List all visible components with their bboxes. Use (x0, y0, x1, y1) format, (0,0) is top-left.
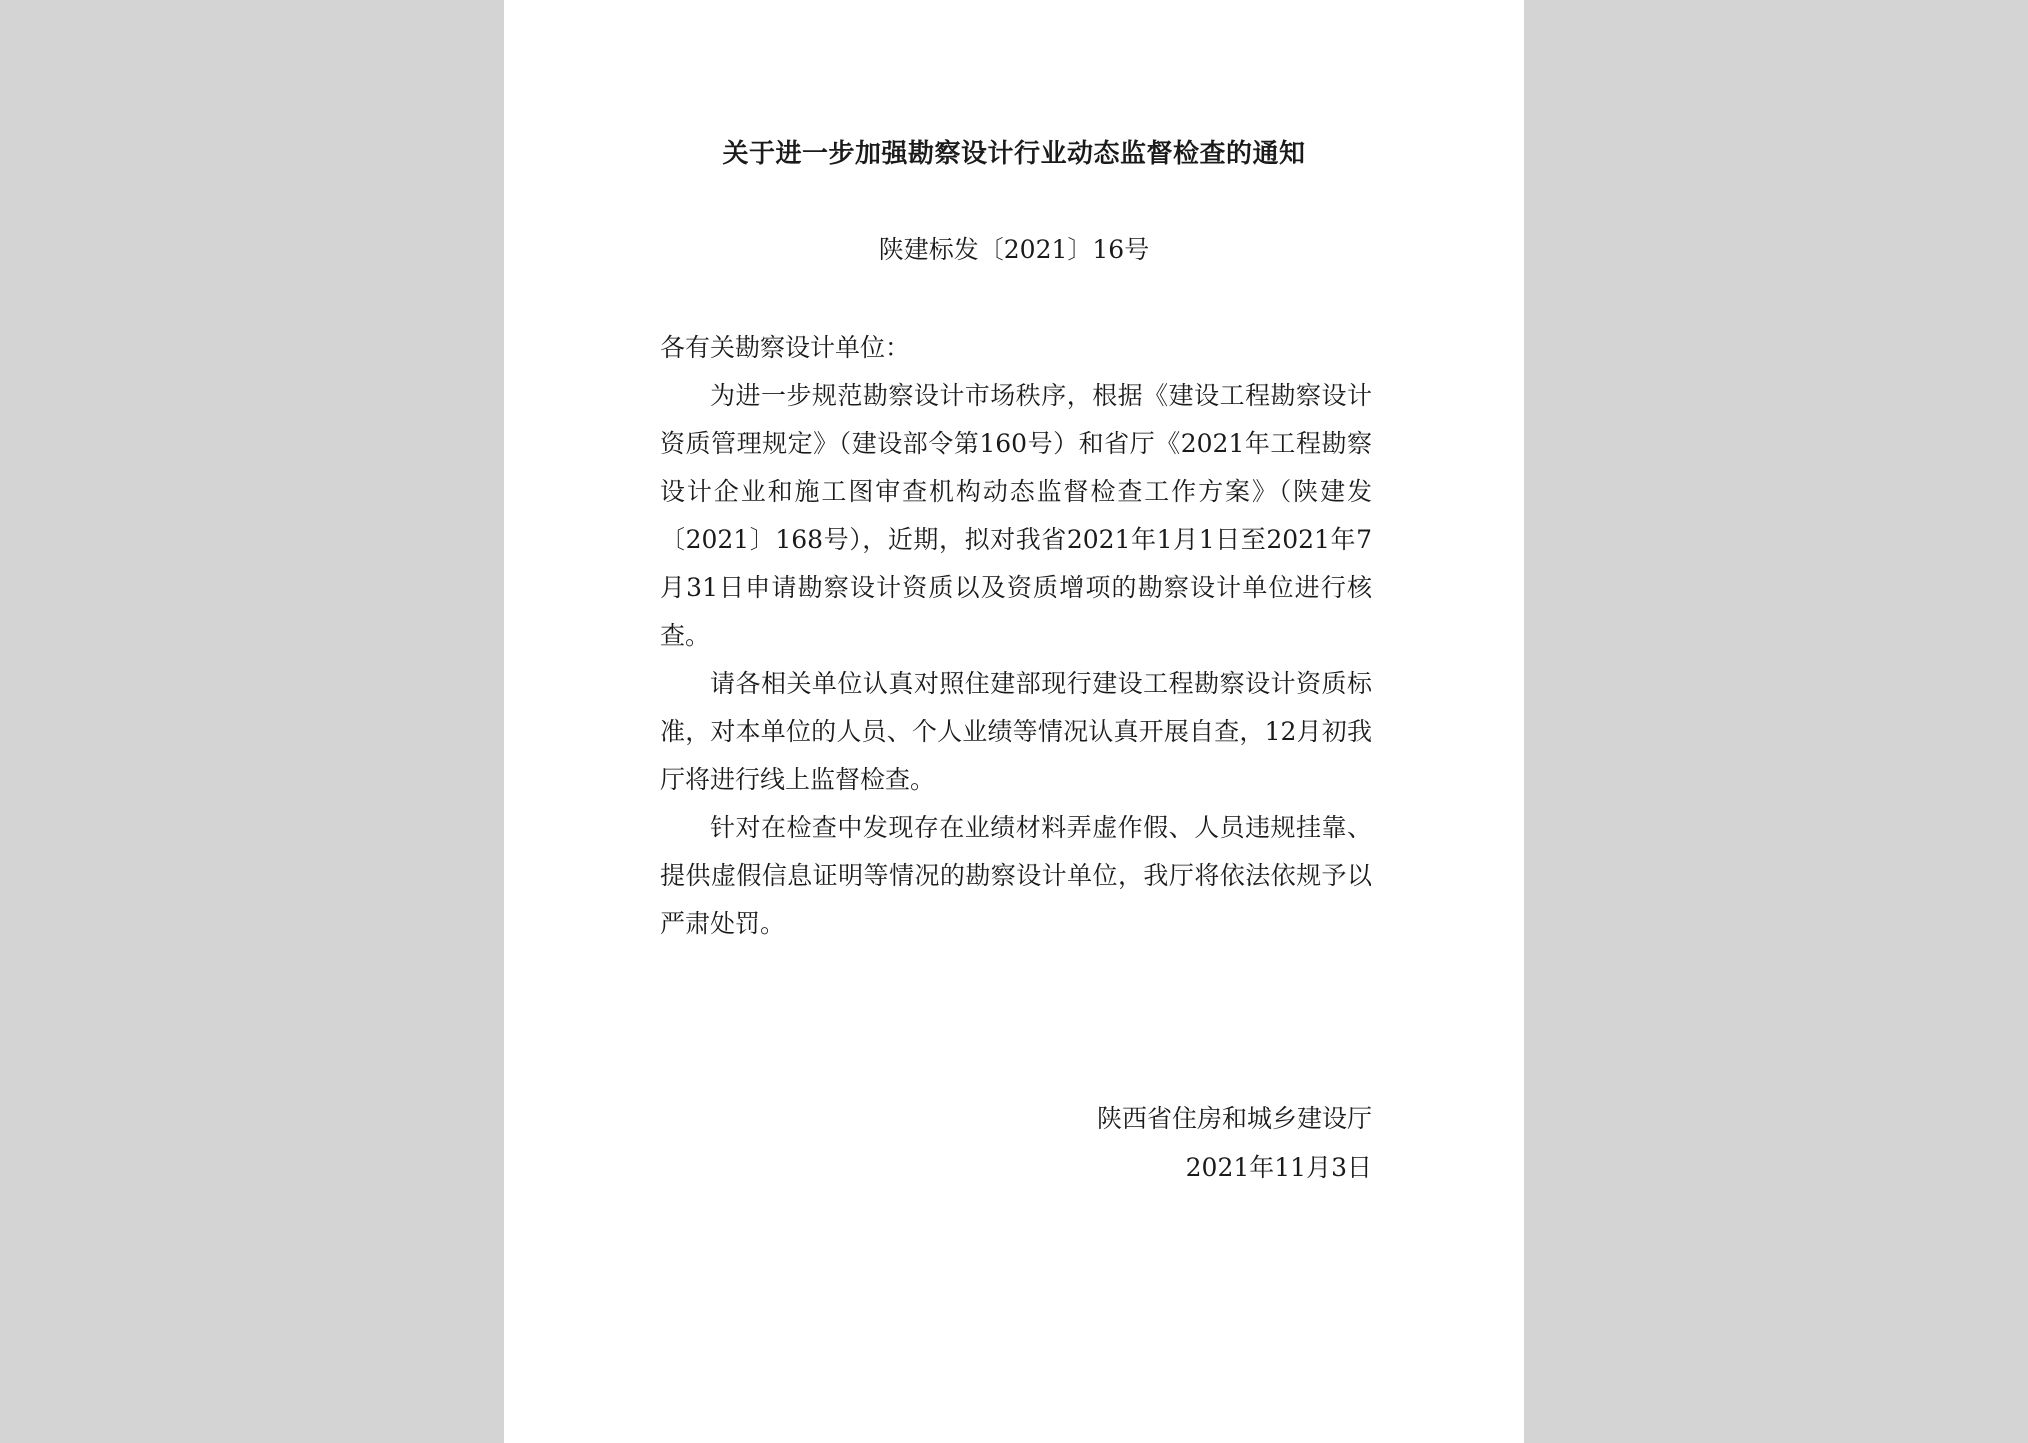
paragraph-2: 请各相关单位认真对照住建部现行建设工程勘察设计资质标准，对本单位的人员、个人业绩等情况认真开展自查，12月初我厅将进行线上监督检查。 (660, 669, 1372, 794)
salutation: 各有关勘察设计单位： (660, 333, 911, 362)
signature-block (1097, 1094, 1372, 1192)
document-number: 陕建标发〔2021〕16号 (878, 235, 1150, 264)
paragraph-3: 针对在检查中发现存在业绩材料弄虚作假、人员违规挂靠、提供虚假信息证明等情况的勘察设计单位，我厅将依法依规予以严肃处罚。 (660, 813, 1372, 938)
issue-date: 2021年11月3日 (1185, 1153, 1372, 1182)
issuer-name: 陕西省住房和城乡建设厅 (1096, 1104, 1372, 1133)
document-body (660, 324, 1372, 948)
document-page (504, 0, 1524, 1443)
paragraph-1: 为进一步规范勘察设计市场秩序，根据《建设工程勘察设计资质管理规定》（建设部令第160号）和省厅《2021年工程勘察设计企业和施工图审查机构动态监督检查工作方案》（陕建发〔2021〕168号），近期，拟对我省2021年1月1日至2021年7月31日申请勘察设计资质以及资质增项的勘察设计单位进行核查。 (660, 381, 1372, 650)
document-title: 关于进一步加强勘察设计行业动态监督检查的通知 (722, 139, 1306, 169)
